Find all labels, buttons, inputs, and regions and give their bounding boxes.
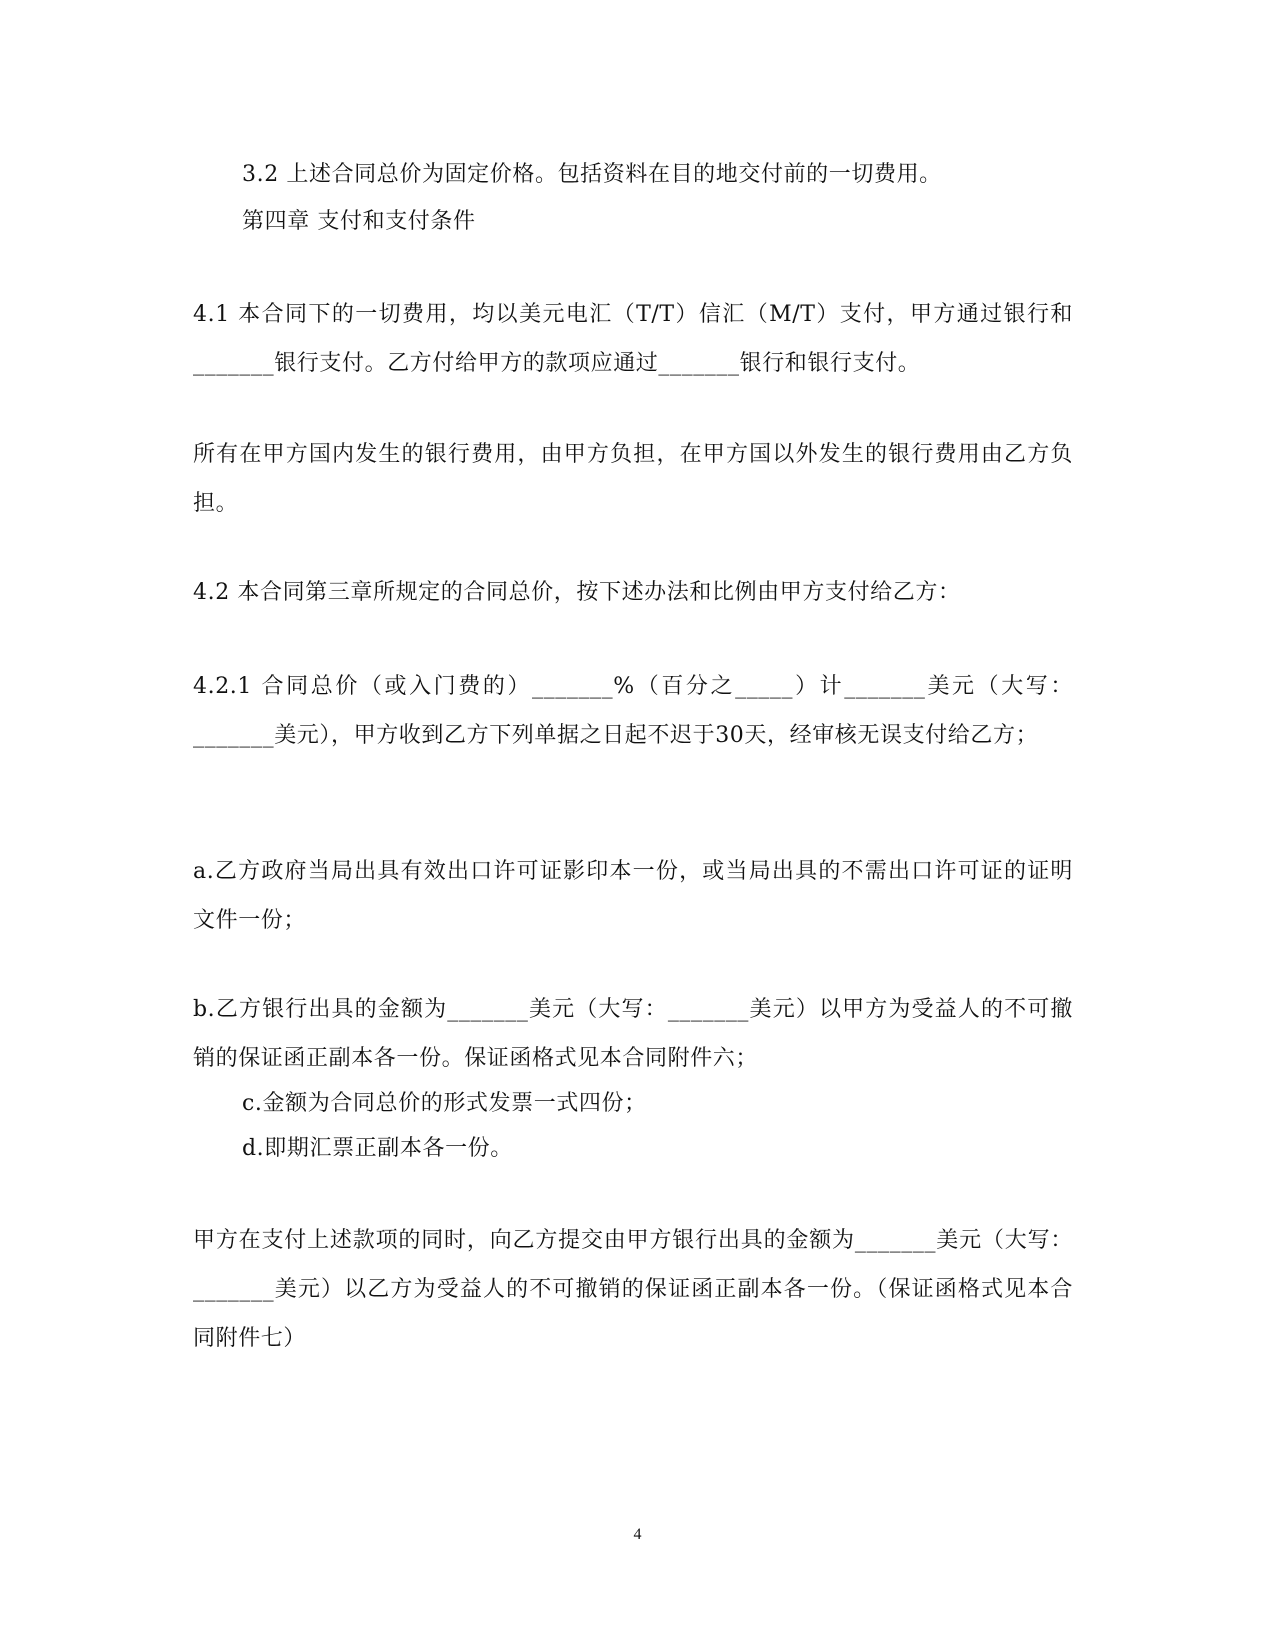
item-a: a.乙方政府当局出具有效出口许可证影印本一份，或当局出具的不需出口许可证的证明文件一份； bbox=[193, 859, 1073, 933]
guarantee-paragraph: 甲方在支付上述款项的同时，向乙方提交由甲方银行出具的金额为_______美元（大写：_______美元）以乙方为受益人的不可撤销的保证函正副本各一份。（保证函格式见本合同附件七） bbox=[193, 1228, 1073, 1351]
clause-3-2: 3.2 上述合同总价为固定价格。包括资料在目的地交付前的一切费用。 bbox=[242, 162, 942, 187]
page-number: 4 bbox=[633, 1526, 642, 1543]
clause-4-2: 4.2 本合同第三章所规定的合同总价，按下述办法和比例由甲方支付给乙方： bbox=[193, 580, 961, 605]
bank-fees-paragraph: 所有在甲方国内发生的银行费用，由甲方负担，在甲方国以外发生的银行费用由乙方负担。 bbox=[193, 442, 1073, 516]
chapter-4-heading: 第四章 支付和支付条件 bbox=[242, 209, 476, 234]
clause-4-1: 4.1 本合同下的一切费用，均以美元电汇（T/T）信汇（M/T）支付，甲方通过银行和_______银行支付。乙方付给甲方的款项应通过_______银行和银行支付。 bbox=[193, 302, 1073, 376]
item-d: d.即期汇票正副本各一份。 bbox=[242, 1136, 513, 1161]
item-b: b.乙方银行出具的金额为_______美元（大写：_______美元）以甲方为受益人的不可撤销的保证函正副本各一份。保证函格式见本合同附件六； bbox=[193, 997, 1073, 1071]
clause-4-2-1: 4.2.1 合同总价（或入门费的）_______%（百分之_____）计_______美元（大写：_______美元），甲方收到乙方下列单据之日起不迟于30天，经审核无误支付给乙方； bbox=[193, 674, 1073, 748]
item-c: c.金额为合同总价的形式发票一式四份； bbox=[242, 1091, 647, 1116]
